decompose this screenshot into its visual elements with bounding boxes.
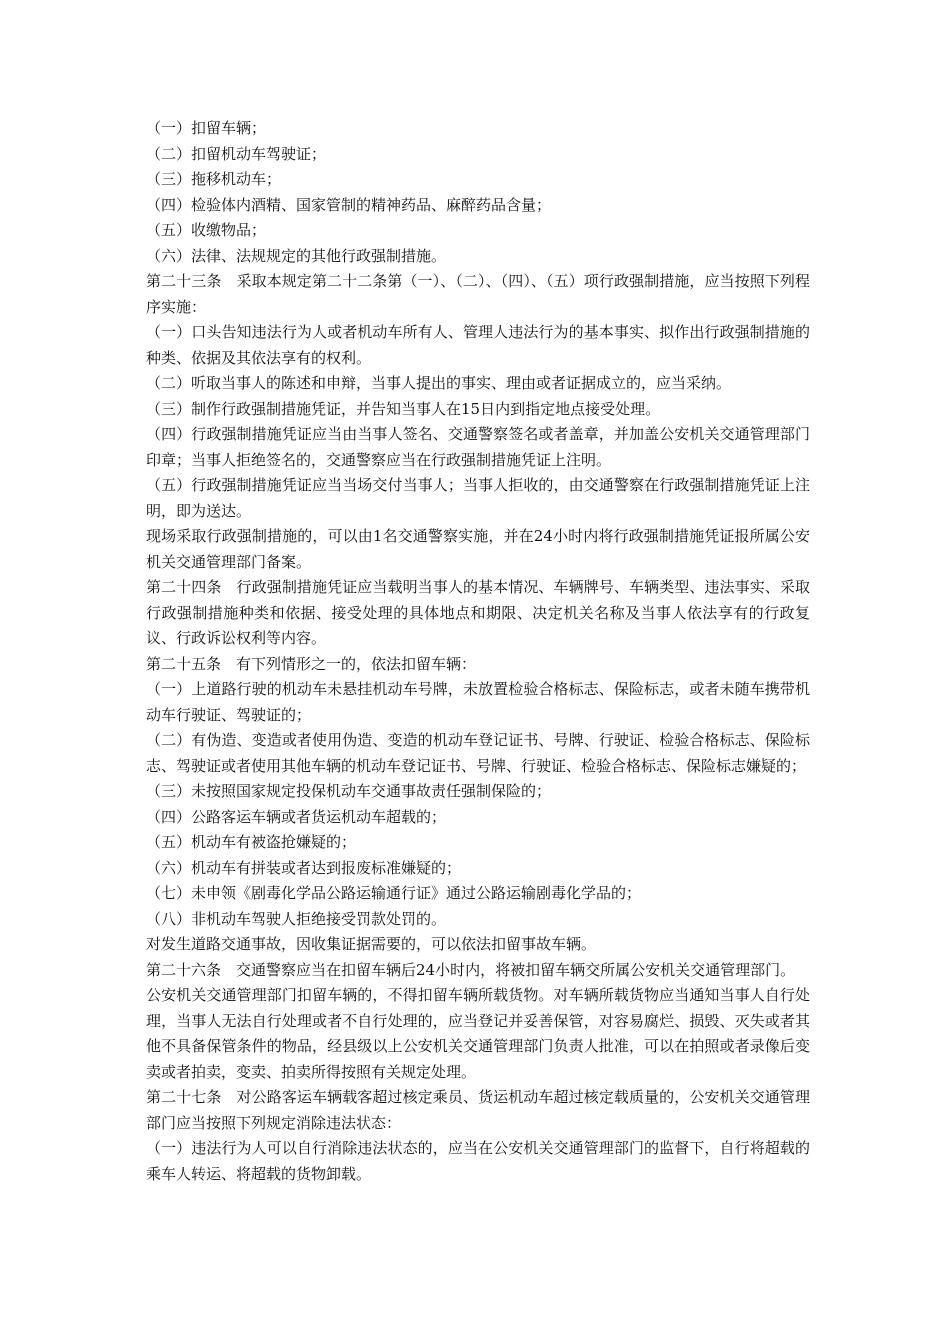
article-23-item-2: （二）听取当事人的陈述和申辩，当事人提出的事实、理由或者证据成立的，应当采纳。 xyxy=(146,374,732,392)
paragraph-item-5: （五）收缴物品； xyxy=(146,221,267,239)
article-25-item-5: （五）机动车有被盗抢嫌疑的； xyxy=(146,833,357,851)
article-26: 第二十六条 交通警察应当在扣留车辆后24小时内，将被扣留车辆交所属公安机关交通管理部门。 xyxy=(146,960,796,979)
article-25-item-3: （三）未按照国家规定投保机动车交通事故责任强制保险的； xyxy=(146,782,552,800)
article-23-item-3: （三）制作行政强制措施凭证，并告知当事人在15日内到指定地点接受处理。 xyxy=(146,399,661,418)
article-26-note: 公安机关交通管理部门扣留车辆的，不得扣留车辆所载货物。对车辆所载货物应当通知当事人自行处理，当事人无法自行处理或者不自行处理的，应当登记并妥善保管，对容易腐烂、损毁、灭失或者其他不具备保管条件的物品，经县级以上公安机关交通管理部门负责人批准，可以在拍照或者录像后变卖或者拍卖，变卖、拍卖所得按照有关规定处理。 xyxy=(146,986,810,1081)
article-25-item-4: （四）公路客运车辆或者货运机动车超载的； xyxy=(146,807,447,826)
article-25: 第二十五条 有下列情形之一的，依法扣留车辆： xyxy=(146,654,477,673)
article-24: 第二十四条 行政强制措施凭证应当载明当事人的基本情况、车辆牌号、车辆类型、违法事实、采取行政强制措施种类和依据、接受处理的具体地点和期限、决定机关名称及当事人依法享有的行政复议、行政诉讼权利等内容。 xyxy=(146,578,810,647)
article-27-item-1: （一）违法行为人可以自行消除违法状态的，应当在公安机关交通管理部门的监督下，自行将超载的乘车人转运、将超载的货物卸载。 xyxy=(146,1139,810,1183)
article-25-item-6: （六）机动车有拼装或者达到报废标准嫌疑的； xyxy=(146,858,462,877)
article-25-item-8: （八）非机动车驾驶人拒绝接受罚款处罚的。 xyxy=(146,909,447,928)
article-25-item-7: （七）未申领《剧毒化学品公路运输通行证》通过公路运输剧毒化学品的； xyxy=(146,884,642,902)
article-23-item-5: （五）行政强制措施凭证应当当场交付当事人；当事人拒收的，由交通警察在行政强制措施凭证上注明，即为送达。 xyxy=(146,476,810,520)
paragraph-item-6: （六）法律、法规规定的其他行政强制措施。 xyxy=(146,246,447,265)
paragraph-item-3: （三）拖移机动车； xyxy=(146,170,282,188)
document-page xyxy=(146,116,810,1187)
paragraph-item-2: （二）扣留机动车驾驶证； xyxy=(146,144,327,163)
article-23-item-4: （四）行政强制措施凭证应当由当事人签名、交通警察签名或者盖章，并加盖公安机关交通管理部门印章；当事人拒绝签名的，交通警察应当在行政强制措施凭证上注明。 xyxy=(146,425,810,469)
article-25-note: 对发生道路交通事故，因收集证据需要的，可以依法扣留事故车辆。 xyxy=(146,935,597,953)
article-23: 第二十三条 采取本规定第二十二条第（一）、（二）、（四）、（五）项行政强制措施，应当按照下列程序实施： xyxy=(146,272,810,316)
paragraph-item-1: （一）扣留车辆； xyxy=(146,119,267,137)
article-27: 第二十七条 对公路客运车辆载客超过核定乘员、货运机动车超过核定载质量的，公安机关交通管理部门应当按照下列规定消除违法状态： xyxy=(146,1088,810,1132)
article-23-note: 现场采取行政强制措施的，可以由1名交通警察实施，并在24小时内将行政强制措施凭证报所属公安机关交通管理部门备案。 xyxy=(146,527,810,571)
article-25-item-2: （二）有伪造、变造或者使用伪造、变造的机动车登记证书、号牌、行驶证、检验合格标志、保险标志、驾驶证或者使用其他车辆的机动车登记证书、号牌、行驶证、检验合格标志、保险标志嫌疑的； xyxy=(146,731,810,775)
article-23-item-1: （一）口头告知违法行为人或者机动车所有人、管理人违法行为的基本事实、拟作出行政强制措施的种类、依据及其依法享有的权利。 xyxy=(146,323,810,367)
paragraph-item-4: （四）检验体内酒精、国家管制的精神药品、麻醉药品含量； xyxy=(146,195,552,214)
article-25-item-1: （一）上道路行驶的机动车未悬挂机动车号牌，未放置检验合格标志、保险标志，或者未随车携带机动车行驶证、驾驶证的； xyxy=(146,680,810,724)
